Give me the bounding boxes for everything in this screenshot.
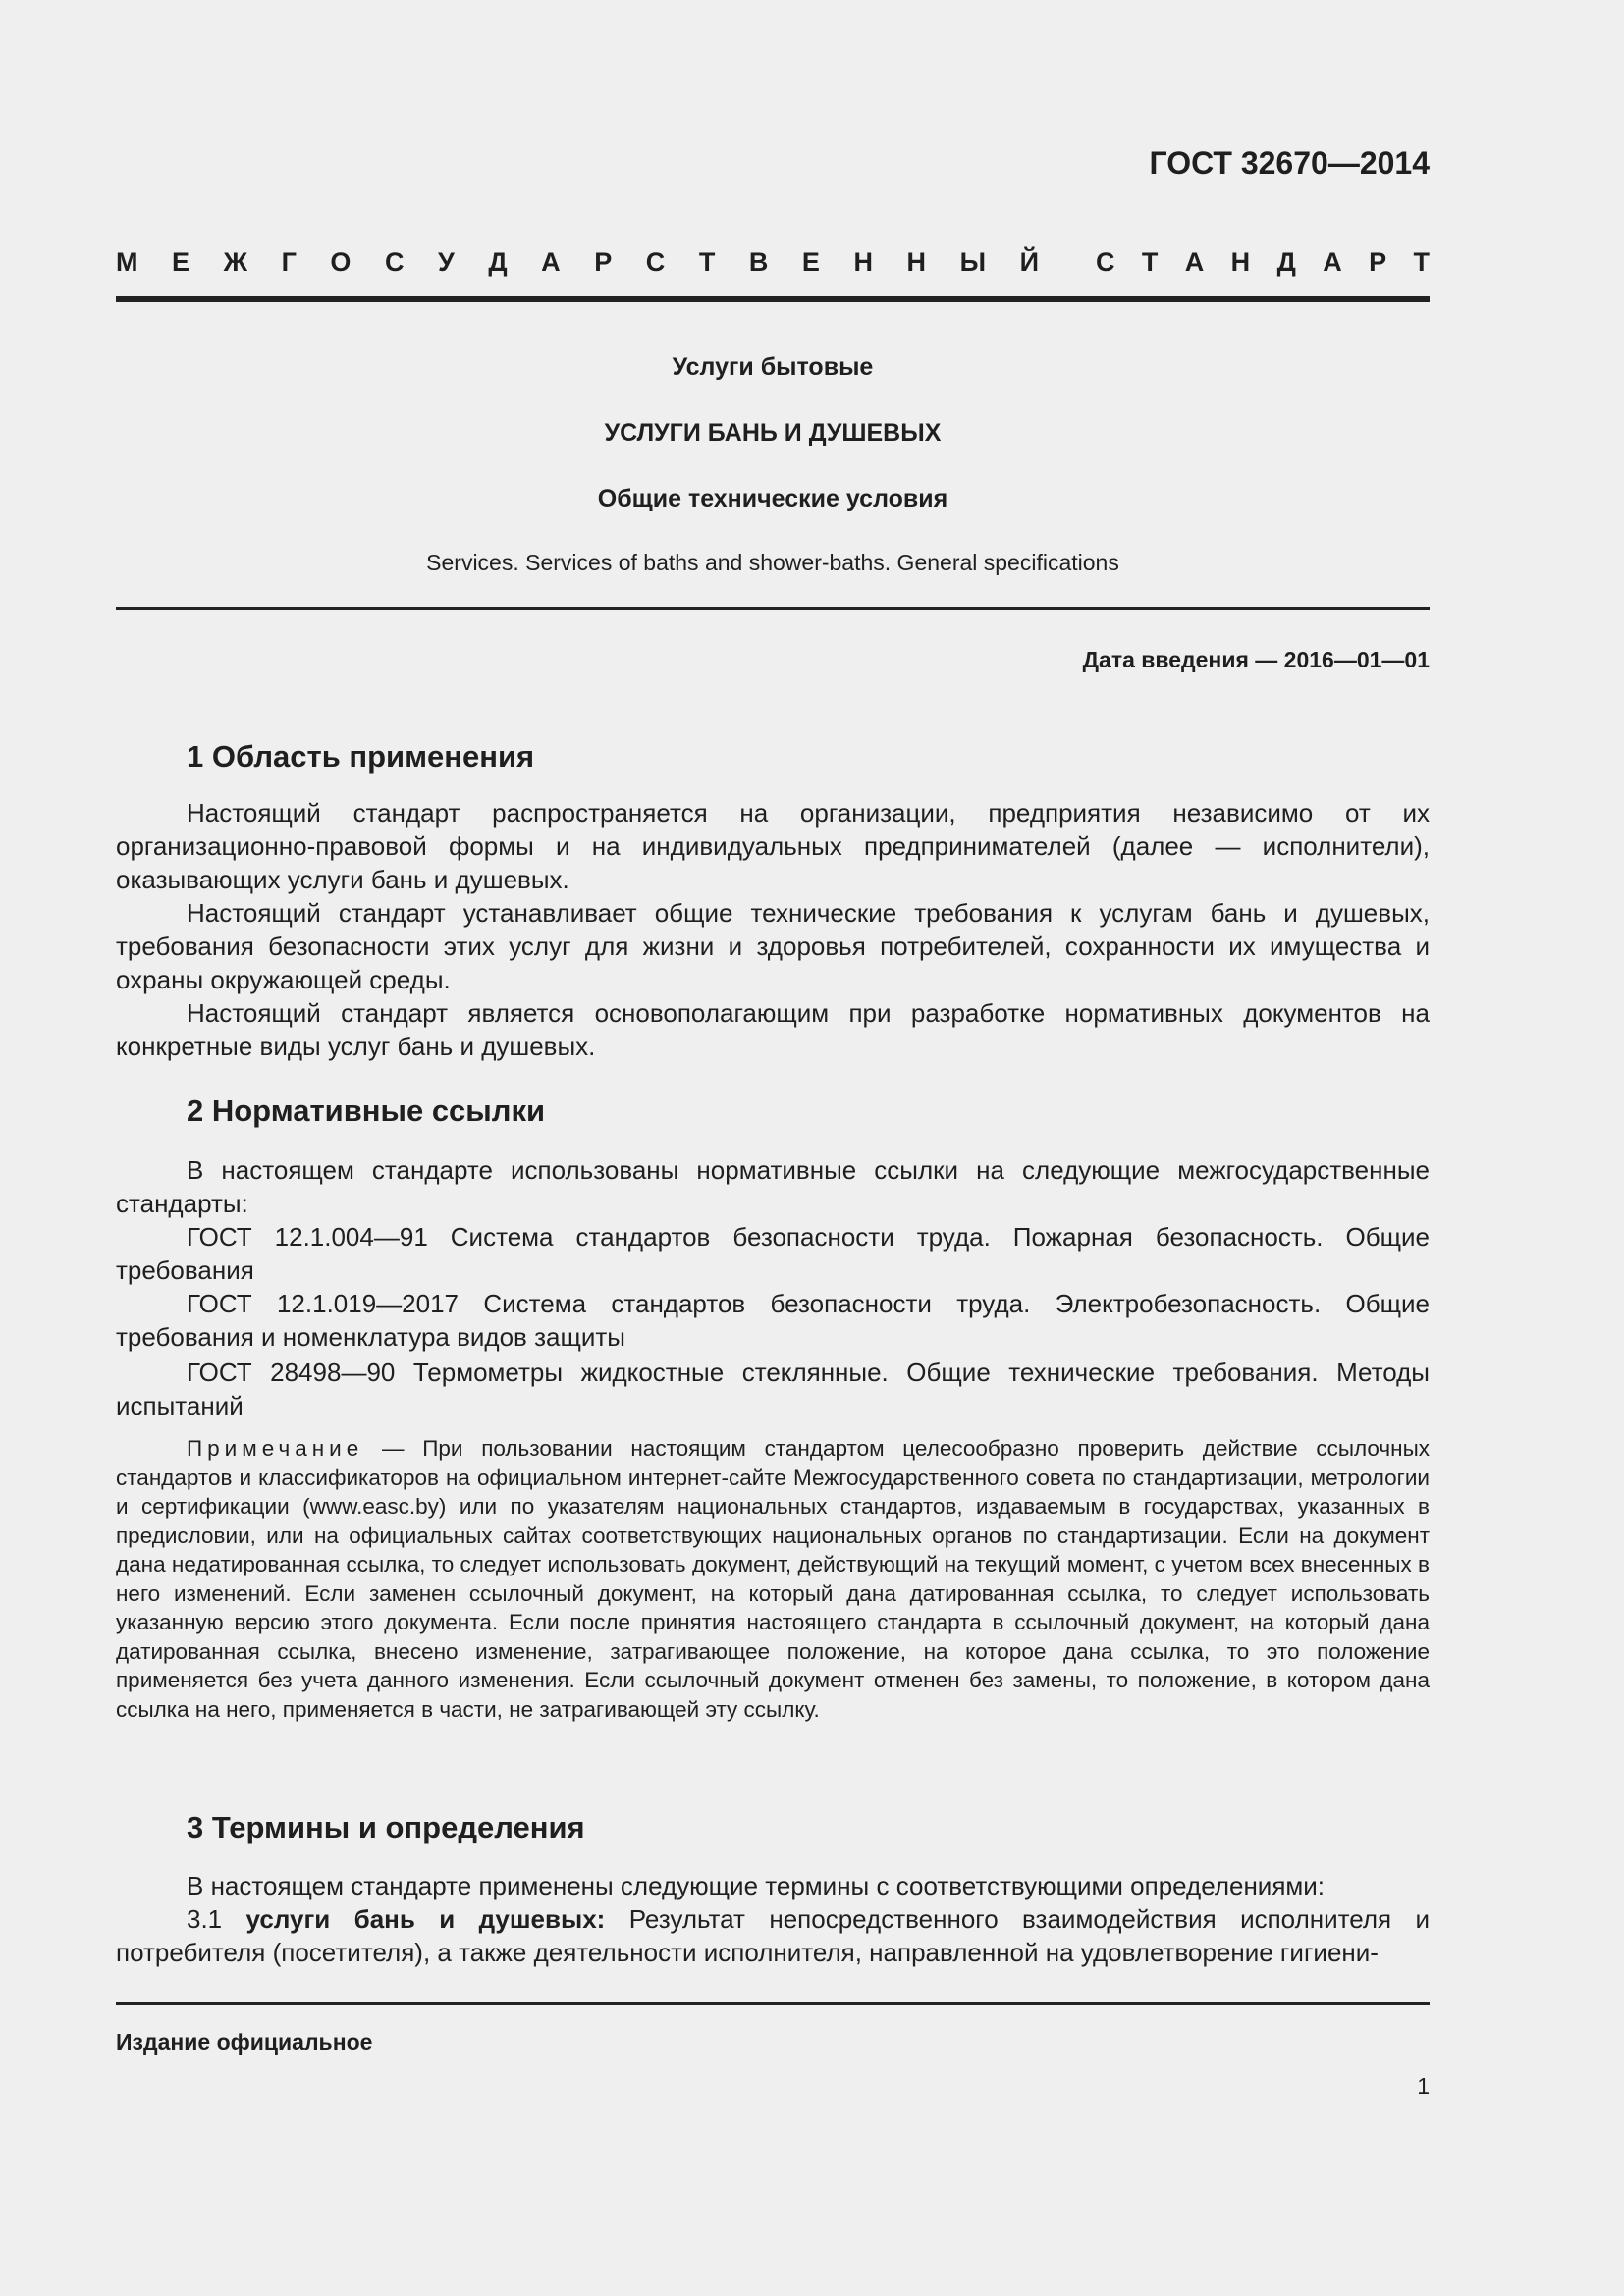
section-1-heading: 1 Область применения xyxy=(187,739,535,774)
banner-letter: С xyxy=(1096,247,1115,277)
banner-letter: Н xyxy=(906,247,927,277)
note-paragraph xyxy=(116,1434,1430,1724)
banner-letter: Н xyxy=(1230,247,1251,277)
banner-letter: Е xyxy=(801,247,820,277)
banner-letter: Е xyxy=(172,247,190,277)
note-text: — При пользовании настоящим стандартом целесообразно проверить действие ссылочных стандартов и классификаторов на официальном интернет-сайте Межгосударственного совета по стандартизации, метрологии и сертификации (www.easc.by) или по указателям национальных стандартов, издаваемым в государствах, указанных в предисловии, или на официальных сайтах соответствующих национальных органов по стандартизации. Если на документ дана недатированная ссылка, то следует использовать документ, действующий на текущий момент, с учетом всех внесенных в него изменений. Если заменен ссылочный документ, на который дана датированная ссылка, то следует использовать указанную версию этого документа. Если после принятия настоящего стандарта в ссылочный документ, на который дана датированная ссылка, внесено изменение, затрагивающее положение, на которое дана ссылка, то это положение применяется без учета данного изменения. Если ссылочный документ отменен без замены, то положение, в котором дана ссылка на него, применяется в части, не затрагивающей эту ссылку. xyxy=(116,1436,1430,1722)
definition-paragraph xyxy=(116,1902,1430,1969)
banner-letter: В xyxy=(748,247,769,277)
banner-letter: А xyxy=(541,247,561,277)
paragraph: Настоящий стандарт распространяется на организации, предприятия независимо от их организационно-правовой формы и на индивидуальных предпринимателей (далее — исполнители), оказывающих услуги бань и душевых. xyxy=(116,798,1430,894)
section-3-heading: 3 Термины и определения xyxy=(187,1810,585,1844)
banner-letter: С xyxy=(645,247,666,277)
reference-item: ГОСТ 12.1.019—2017 Система стандартов безопасности труда. Электробезопасность. Общие требования и номенклатура видов защиты xyxy=(116,1289,1430,1352)
title-subtitle: Общие технические условия xyxy=(597,485,948,512)
introduction-date: Дата введения — 2016—01—01 xyxy=(1082,647,1430,672)
section-2-heading: 2 Нормативные ссылки xyxy=(187,1094,546,1128)
banner-letter: Ж xyxy=(223,247,248,277)
paragraph: Настоящий стандарт является основополагающим при разработке нормативных документов на конкретные виды услуг бань и душевых. xyxy=(116,998,1430,1061)
banner-letter: Т xyxy=(1413,247,1430,277)
definition-term: услуги бань и душевых: xyxy=(245,1904,606,1934)
section-3-body xyxy=(116,1869,1430,1969)
banner-letter: Р xyxy=(1369,247,1387,277)
banner-letter: Н xyxy=(853,247,873,277)
banner-letter: Д xyxy=(1276,247,1296,277)
note-label: Примечание xyxy=(187,1436,364,1461)
definition-text: Результат непосредственного взаимодействия исполнителя и потребителя (посетителя), а также деятельности исполнителя, направленной на удовлетворение гигиени- xyxy=(116,1904,1430,1967)
banner-letter: А xyxy=(1323,247,1342,277)
title-divider xyxy=(116,607,1430,610)
section-2-body xyxy=(116,1153,1430,1422)
banner-letter: Р xyxy=(594,247,613,277)
banner-letter: А xyxy=(1184,247,1205,277)
official-edition-label: Издание официальное xyxy=(116,2029,373,2055)
banner-letter: Й xyxy=(1019,247,1039,277)
document-number: ГОСТ 32670—2014 xyxy=(1149,145,1430,181)
banner-letter: М xyxy=(116,247,138,277)
banner-letter: Т xyxy=(698,247,716,277)
banner-letter: У xyxy=(438,247,455,277)
banner-letter: С xyxy=(384,247,405,277)
title-main: УСЛУГИ БАНЬ И ДУШЕВЫХ xyxy=(604,419,942,447)
title-english: Services. Services of baths and shower-baths. General specifications xyxy=(426,550,1119,575)
title-category: Услуги бытовые xyxy=(672,353,874,381)
banner-word-standard xyxy=(1096,247,1430,278)
banner-letter: Д xyxy=(488,247,508,277)
footer-divider xyxy=(116,2002,1430,2005)
paragraph: В настоящем стандарте использованы нормативные ссылки на следующие межгосударственные стандарты: xyxy=(116,1155,1430,1218)
banner-letter: Ы xyxy=(959,247,987,277)
header-divider xyxy=(116,296,1430,302)
page-number: 1 xyxy=(1417,2073,1430,2099)
interstate-standard-banner xyxy=(116,247,1430,278)
banner-word-interstate xyxy=(116,247,1039,278)
paragraph: В настоящем стандарте применены следующие термины с соответствующими определениями: xyxy=(187,1871,1326,1900)
reference-item: ГОСТ 12.1.004—91 Система стандартов безопасности труда. Пожарная безопасность. Общие требования xyxy=(116,1222,1430,1285)
section-1-body xyxy=(116,796,1430,1063)
banner-letter: О xyxy=(330,247,352,277)
definition-number: 3.1 xyxy=(187,1904,223,1934)
paragraph: Настоящий стандарт устанавливает общие технические требования к услугам бань и душевых, требования безопасности этих услуг для жизни и здоровья потребителей, сохранности их имущества и охраны окружающей среды. xyxy=(116,898,1430,994)
banner-letter: Г xyxy=(281,247,297,277)
banner-letter: Т xyxy=(1141,247,1159,277)
reference-item: ГОСТ 28498—90 Термометры жидкостные стеклянные. Общие технические требования. Методы испытаний xyxy=(116,1358,1430,1420)
